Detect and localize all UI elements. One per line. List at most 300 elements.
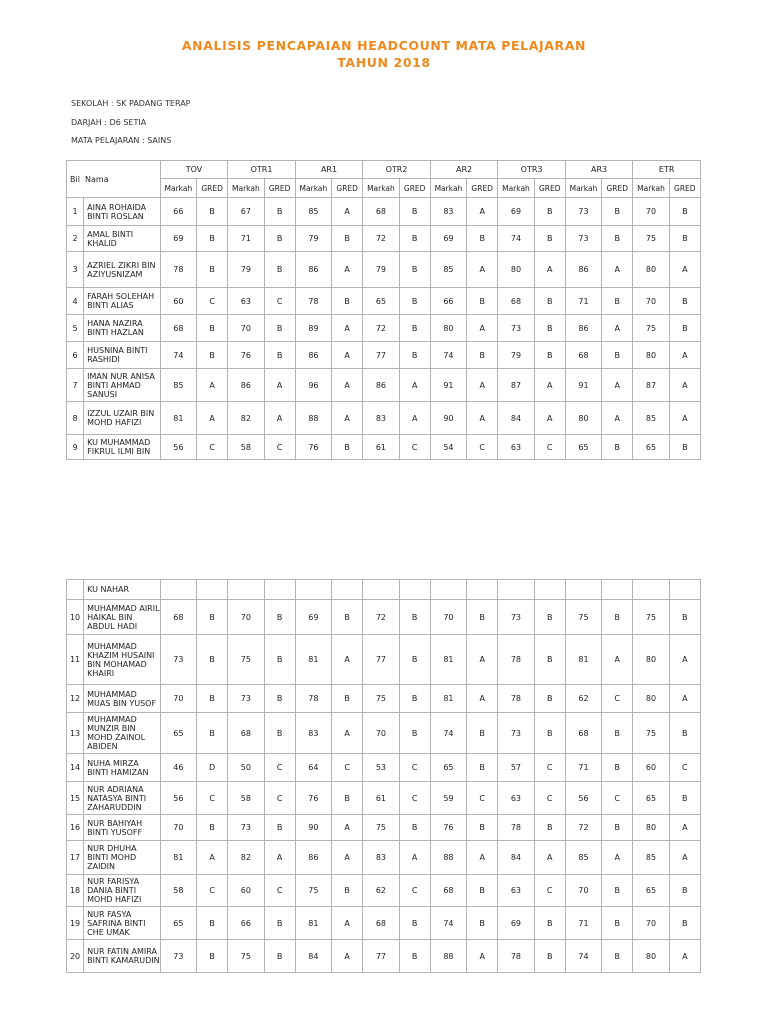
gred-cell: B xyxy=(534,342,565,369)
gred-cell: B xyxy=(264,815,295,841)
gred-cell: B xyxy=(264,226,295,252)
row-number: 1 xyxy=(67,198,84,226)
gred-cell: A xyxy=(534,402,565,435)
gred-cell: A xyxy=(602,252,633,288)
gred-cell: B xyxy=(399,198,430,226)
continuation-row xyxy=(67,580,701,600)
markah-cell: 80 xyxy=(633,252,669,288)
gred-cell: B xyxy=(534,713,565,754)
empty-cell xyxy=(498,580,534,600)
row-number: 20 xyxy=(67,940,84,973)
row-number: 11 xyxy=(67,635,84,685)
header-markah: Markah xyxy=(228,179,264,198)
markah-cell: 91 xyxy=(565,369,601,402)
gred-cell: A xyxy=(669,940,700,973)
gred-cell: B xyxy=(467,907,498,940)
markah-cell: 65 xyxy=(633,782,669,815)
gred-cell: A xyxy=(332,252,363,288)
gred-cell: B xyxy=(467,875,498,907)
gred-cell: B xyxy=(399,907,430,940)
row-number: 8 xyxy=(67,402,84,435)
markah-cell: 81 xyxy=(160,402,196,435)
gred-cell: A xyxy=(669,369,700,402)
gred-cell: A xyxy=(399,369,430,402)
markah-cell: 54 xyxy=(430,435,466,460)
markah-cell: 80 xyxy=(633,635,669,685)
gred-cell: B xyxy=(399,685,430,713)
gred-cell: B xyxy=(332,685,363,713)
student-name: NUR ADRIANA NATASYA BINTI ZAHARUDDIN xyxy=(84,782,161,815)
empty-cell xyxy=(467,580,498,600)
header-row-groups xyxy=(67,161,701,179)
row-number: 10 xyxy=(67,600,84,635)
markah-cell: 69 xyxy=(295,600,331,635)
gred-cell: B xyxy=(602,435,633,460)
gred-cell: B xyxy=(399,342,430,369)
markah-cell: 65 xyxy=(160,713,196,754)
table-row xyxy=(67,315,701,342)
table-row xyxy=(67,226,701,252)
markah-cell: 72 xyxy=(363,315,399,342)
gred-cell: A xyxy=(332,402,363,435)
markah-cell: 79 xyxy=(498,342,534,369)
gred-cell: C xyxy=(264,288,295,315)
gred-cell: B xyxy=(602,907,633,940)
markah-cell: 85 xyxy=(160,369,196,402)
markah-cell: 79 xyxy=(295,226,331,252)
student-name: NUR FASYA SAFRINA BINTI CHE UMAK xyxy=(84,907,161,940)
markah-cell: 70 xyxy=(228,600,264,635)
markah-cell: 66 xyxy=(160,198,196,226)
markah-cell: 86 xyxy=(363,369,399,402)
gred-cell: B xyxy=(197,252,228,288)
header-markah: Markah xyxy=(565,179,601,198)
markah-cell: 85 xyxy=(633,841,669,875)
gred-cell: A xyxy=(602,635,633,685)
gred-cell: B xyxy=(669,782,700,815)
markah-cell: 46 xyxy=(160,754,196,782)
markah-cell: 75 xyxy=(633,315,669,342)
markah-cell: 56 xyxy=(565,782,601,815)
markah-cell: 70 xyxy=(228,315,264,342)
row-number: 7 xyxy=(67,369,84,402)
header-markah: Markah xyxy=(430,179,466,198)
gred-cell: A xyxy=(332,342,363,369)
markah-cell: 70 xyxy=(160,815,196,841)
table-row xyxy=(67,685,701,713)
markah-cell: 70 xyxy=(160,685,196,713)
table-row xyxy=(67,754,701,782)
gred-cell: B xyxy=(197,713,228,754)
markah-cell: 78 xyxy=(160,252,196,288)
gred-cell: A xyxy=(332,907,363,940)
markah-cell: 77 xyxy=(363,940,399,973)
markah-cell: 84 xyxy=(295,940,331,973)
table-row xyxy=(67,875,701,907)
markah-cell: 88 xyxy=(295,402,331,435)
empty-cell xyxy=(633,580,669,600)
student-name-continued: KU NAHAR xyxy=(84,580,161,600)
gred-cell: A xyxy=(467,940,498,973)
gred-cell: B xyxy=(669,435,700,460)
gred-cell: B xyxy=(332,226,363,252)
markah-cell: 75 xyxy=(295,875,331,907)
markah-cell: 88 xyxy=(430,940,466,973)
table-row xyxy=(67,435,701,460)
markah-cell: 89 xyxy=(295,315,331,342)
empty-cell xyxy=(430,580,466,600)
gred-cell: B xyxy=(467,600,498,635)
markah-cell: 67 xyxy=(228,198,264,226)
gred-cell: A xyxy=(399,402,430,435)
gred-cell: D xyxy=(197,754,228,782)
markah-cell: 72 xyxy=(565,815,601,841)
markah-cell: 81 xyxy=(160,841,196,875)
gred-cell: A xyxy=(264,841,295,875)
gred-cell: B xyxy=(264,252,295,288)
header-bil: Bil xyxy=(70,174,80,184)
empty-cell xyxy=(197,580,228,600)
markah-cell: 88 xyxy=(430,841,466,875)
markah-cell: 65 xyxy=(430,754,466,782)
markah-cell: 66 xyxy=(228,907,264,940)
markah-cell: 65 xyxy=(565,435,601,460)
markah-cell: 60 xyxy=(160,288,196,315)
markah-cell: 69 xyxy=(160,226,196,252)
gred-cell: A xyxy=(399,841,430,875)
gred-cell: B xyxy=(264,635,295,685)
gred-cell: B xyxy=(399,713,430,754)
student-name: MUHAMMAD KHAZIM HUSAINI BIN MOHAMAD KHAIRI xyxy=(84,635,161,685)
markah-cell: 78 xyxy=(295,685,331,713)
gred-cell: B xyxy=(534,288,565,315)
markah-cell: 86 xyxy=(295,841,331,875)
table-row xyxy=(67,252,701,288)
markah-cell: 75 xyxy=(633,713,669,754)
gred-cell: B xyxy=(669,713,700,754)
markah-cell: 63 xyxy=(498,435,534,460)
markah-cell: 81 xyxy=(295,635,331,685)
gred-cell: A xyxy=(197,369,228,402)
report-year: TAHUN 2018 xyxy=(337,55,431,70)
gred-cell: A xyxy=(602,369,633,402)
table-row xyxy=(67,713,701,754)
gred-cell: A xyxy=(332,713,363,754)
gred-cell: B xyxy=(197,315,228,342)
gred-cell: B xyxy=(197,198,228,226)
markah-cell: 63 xyxy=(228,288,264,315)
gred-cell: B xyxy=(197,815,228,841)
student-name: AMAL BINTI KHALID xyxy=(84,226,161,252)
gred-cell: C xyxy=(197,435,228,460)
gred-cell: B xyxy=(197,685,228,713)
markah-cell: 61 xyxy=(363,782,399,815)
row-number xyxy=(67,580,84,600)
markah-cell: 60 xyxy=(228,875,264,907)
markah-cell: 65 xyxy=(363,288,399,315)
row-number: 17 xyxy=(67,841,84,875)
student-name: FARAH SOLEHAH BINTI ALIAS xyxy=(84,288,161,315)
gred-cell: B xyxy=(602,226,633,252)
gred-cell: C xyxy=(264,435,295,460)
gred-cell: B xyxy=(602,198,633,226)
gred-cell: A xyxy=(669,815,700,841)
markah-cell: 76 xyxy=(228,342,264,369)
student-name: MUHAMMAD MUNZIR BIN MOHD ZAINOL ABIDEN xyxy=(84,713,161,754)
markah-cell: 78 xyxy=(498,940,534,973)
row-number: 2 xyxy=(67,226,84,252)
markah-cell: 53 xyxy=(363,754,399,782)
school-label: SEKOLAH : SK PADANG TERAP xyxy=(71,99,191,108)
markah-cell: 70 xyxy=(565,875,601,907)
empty-cell xyxy=(669,580,700,600)
markah-cell: 50 xyxy=(228,754,264,782)
markah-cell: 68 xyxy=(363,907,399,940)
gred-cell: C xyxy=(399,754,430,782)
markah-cell: 58 xyxy=(160,875,196,907)
row-number: 4 xyxy=(67,288,84,315)
gred-cell: A xyxy=(467,685,498,713)
gred-cell: C xyxy=(399,875,430,907)
gred-cell: A xyxy=(197,841,228,875)
markah-cell: 77 xyxy=(363,635,399,685)
markah-cell: 65 xyxy=(160,907,196,940)
gred-cell: C xyxy=(197,782,228,815)
gred-cell: A xyxy=(534,369,565,402)
gred-cell: B xyxy=(467,342,498,369)
markah-cell: 70 xyxy=(363,713,399,754)
gred-cell: A xyxy=(332,841,363,875)
gred-cell: A xyxy=(197,402,228,435)
markah-cell: 68 xyxy=(498,288,534,315)
row-number: 13 xyxy=(67,713,84,754)
gred-cell: C xyxy=(467,782,498,815)
empty-cell xyxy=(332,580,363,600)
markah-cell: 81 xyxy=(430,635,466,685)
markah-cell: 85 xyxy=(633,402,669,435)
header-gred: GRED xyxy=(399,179,430,198)
table-row xyxy=(67,907,701,940)
markah-cell: 80 xyxy=(633,815,669,841)
gred-cell: B xyxy=(602,754,633,782)
markah-cell: 83 xyxy=(363,402,399,435)
header-group-ar1: AR1 xyxy=(295,161,363,179)
student-name: NUR FATIN AMIRA BINTI KAMARUDIN xyxy=(84,940,161,973)
markah-cell: 75 xyxy=(228,635,264,685)
table-row xyxy=(67,635,701,685)
empty-cell xyxy=(534,580,565,600)
table-row xyxy=(67,198,701,226)
subject-label: MATA PELAJARAN : SAINS xyxy=(71,136,172,145)
gred-cell: B xyxy=(602,713,633,754)
header-row-subcolumns xyxy=(67,179,701,198)
gred-cell: A xyxy=(669,635,700,685)
gred-cell: B xyxy=(399,315,430,342)
empty-cell xyxy=(602,580,633,600)
student-name: AINA ROHAIDA BINTI ROSLAN xyxy=(84,198,161,226)
gred-cell: C xyxy=(534,435,565,460)
markah-cell: 58 xyxy=(228,782,264,815)
gred-cell: A xyxy=(467,402,498,435)
markah-cell: 87 xyxy=(633,369,669,402)
student-name: NUR FARISYA DANIA BINTI MOHD HAFIZI xyxy=(84,875,161,907)
markah-cell: 62 xyxy=(565,685,601,713)
markah-cell: 78 xyxy=(498,685,534,713)
gred-cell: B xyxy=(264,315,295,342)
gred-cell: B xyxy=(467,754,498,782)
gred-cell: B xyxy=(399,288,430,315)
markah-cell: 76 xyxy=(295,435,331,460)
header-gred: GRED xyxy=(602,179,633,198)
gred-cell: B xyxy=(264,198,295,226)
gred-cell: B xyxy=(264,685,295,713)
gred-cell: B xyxy=(534,940,565,973)
markah-cell: 80 xyxy=(633,342,669,369)
gred-cell: A xyxy=(264,369,295,402)
gred-cell: B xyxy=(197,635,228,685)
gred-cell: A xyxy=(602,402,633,435)
markah-cell: 73 xyxy=(498,713,534,754)
gred-cell: B xyxy=(467,226,498,252)
header-gred: GRED xyxy=(669,179,700,198)
gred-cell: B xyxy=(399,600,430,635)
markah-cell: 81 xyxy=(295,907,331,940)
gred-cell: C xyxy=(264,754,295,782)
header-group-ar3: AR3 xyxy=(565,161,633,179)
gred-cell: B xyxy=(467,288,498,315)
markah-cell: 82 xyxy=(228,402,264,435)
empty-cell xyxy=(363,580,399,600)
table-row xyxy=(67,841,701,875)
markah-cell: 71 xyxy=(565,288,601,315)
row-number: 5 xyxy=(67,315,84,342)
markah-cell: 73 xyxy=(228,815,264,841)
student-name: MUHAMMAD AIRIL HAIKAL BIN ABDUL HADI xyxy=(84,600,161,635)
markah-cell: 75 xyxy=(363,815,399,841)
gred-cell: A xyxy=(669,252,700,288)
row-number: 3 xyxy=(67,252,84,288)
markah-cell: 60 xyxy=(633,754,669,782)
gred-cell: B xyxy=(534,600,565,635)
student-name: AZRIEL ZIKRI BIN AZIYUSNIZAM xyxy=(84,252,161,288)
markah-cell: 74 xyxy=(498,226,534,252)
markah-cell: 73 xyxy=(565,198,601,226)
markah-cell: 78 xyxy=(295,288,331,315)
markah-cell: 77 xyxy=(363,342,399,369)
gred-cell: C xyxy=(197,875,228,907)
row-number: 15 xyxy=(67,782,84,815)
markah-cell: 69 xyxy=(498,198,534,226)
markah-cell: 69 xyxy=(430,226,466,252)
table-row xyxy=(67,342,701,369)
markah-cell: 68 xyxy=(565,713,601,754)
markah-cell: 64 xyxy=(295,754,331,782)
gred-cell: B xyxy=(467,815,498,841)
gred-cell: C xyxy=(534,754,565,782)
markah-cell: 56 xyxy=(160,435,196,460)
markah-cell: 71 xyxy=(565,754,601,782)
table-row xyxy=(67,600,701,635)
class-label: DARJAH : D6 SETIA xyxy=(71,118,147,127)
gred-cell: B xyxy=(264,940,295,973)
gred-cell: B xyxy=(534,815,565,841)
markah-cell: 70 xyxy=(430,600,466,635)
results-table-page-2 xyxy=(66,579,701,973)
markah-cell: 59 xyxy=(430,782,466,815)
gred-cell: A xyxy=(669,841,700,875)
gred-cell: B xyxy=(467,713,498,754)
markah-cell: 86 xyxy=(295,342,331,369)
header-group-tov: TOV xyxy=(160,161,228,179)
markah-cell: 80 xyxy=(565,402,601,435)
markah-cell: 76 xyxy=(430,815,466,841)
markah-cell: 68 xyxy=(430,875,466,907)
markah-cell: 80 xyxy=(430,315,466,342)
row-number: 14 xyxy=(67,754,84,782)
empty-cell xyxy=(228,580,264,600)
markah-cell: 84 xyxy=(498,841,534,875)
report-title: ANALISIS PENCAPAIAN HEADCOUNT MATA PELAJARAN xyxy=(181,38,587,53)
student-name: IMAN NUR ANISA BINTI AHMAD SANUSI xyxy=(84,369,161,402)
markah-cell: 74 xyxy=(430,342,466,369)
row-number: 12 xyxy=(67,685,84,713)
markah-cell: 80 xyxy=(498,252,534,288)
markah-cell: 75 xyxy=(633,600,669,635)
markah-cell: 83 xyxy=(363,841,399,875)
markah-cell: 68 xyxy=(160,600,196,635)
gred-cell: B xyxy=(534,635,565,685)
markah-cell: 70 xyxy=(633,288,669,315)
gred-cell: A xyxy=(669,685,700,713)
markah-cell: 75 xyxy=(228,940,264,973)
header-gred: GRED xyxy=(534,179,565,198)
header-gred: GRED xyxy=(264,179,295,198)
empty-cell xyxy=(264,580,295,600)
gred-cell: B xyxy=(399,635,430,685)
markah-cell: 73 xyxy=(498,315,534,342)
markah-cell: 74 xyxy=(430,907,466,940)
gred-cell: A xyxy=(332,635,363,685)
markah-cell: 68 xyxy=(363,198,399,226)
header-markah: Markah xyxy=(363,179,399,198)
gred-cell: B xyxy=(332,435,363,460)
gred-cell: C xyxy=(197,288,228,315)
header-markah: Markah xyxy=(160,179,196,198)
markah-cell: 80 xyxy=(633,940,669,973)
student-name: NUHA MIRZA BINTI HAMIZAN xyxy=(84,754,161,782)
markah-cell: 84 xyxy=(498,402,534,435)
markah-cell: 96 xyxy=(295,369,331,402)
header-markah: Markah xyxy=(498,179,534,198)
gred-cell: A xyxy=(669,342,700,369)
markah-cell: 73 xyxy=(228,685,264,713)
gred-cell: C xyxy=(264,782,295,815)
markah-cell: 68 xyxy=(228,713,264,754)
student-name: IZZUL UZAIR BIN MOHD HAFIZI xyxy=(84,402,161,435)
gred-cell: B xyxy=(399,940,430,973)
markah-cell: 74 xyxy=(565,940,601,973)
empty-cell xyxy=(160,580,196,600)
table-row xyxy=(67,369,701,402)
empty-cell xyxy=(565,580,601,600)
markah-cell: 86 xyxy=(295,252,331,288)
table-row xyxy=(67,288,701,315)
gred-cell: A xyxy=(602,315,633,342)
header-group-ar2: AR2 xyxy=(430,161,498,179)
table-row xyxy=(67,782,701,815)
header-markah: Markah xyxy=(633,179,669,198)
gred-cell: B xyxy=(669,907,700,940)
